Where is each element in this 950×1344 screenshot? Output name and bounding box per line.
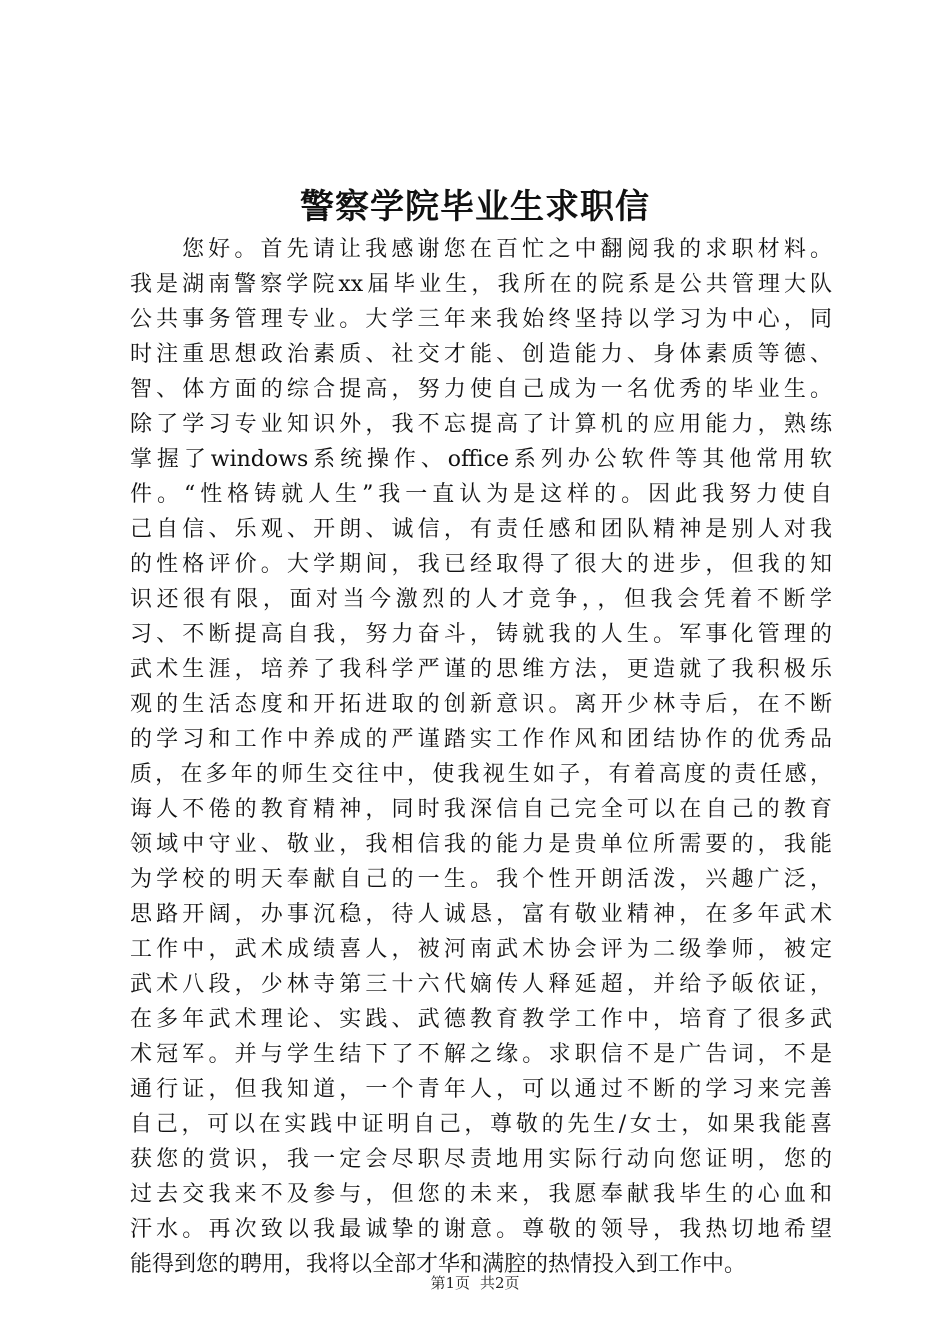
body-line: 过去交我来不及参与，但您的未来，我愿奉献我毕生的心血和 <box>130 1182 832 1207</box>
body-line: 识还很有限，面对当今激烈的人才竞争，，但我会凭着不断学 <box>130 587 832 612</box>
body-line: 除了学习专业知识外，我不忘提高了计算机的应用能力，熟练 <box>130 412 832 437</box>
body-line: 思路开阔，办事沉稳，待人诚恳，富有敬业精神，在多年武术 <box>130 902 832 927</box>
body-line: 件。“性格铸就人生”我一直认为是这样的。因此我努力使自 <box>130 482 832 507</box>
body-line: 在多年武术理论、实践、武德教育教学工作中，培育了很多武 <box>130 1007 832 1032</box>
body-line: 观的生活态度和开拓进取的创新意识。离开少林寺后，在不断 <box>130 692 832 717</box>
body-line: 的性格评价。大学期间，我已经取得了很大的进步，但我的知 <box>130 552 832 577</box>
body-line: 通行证，但我知道，一个青年人，可以通过不断的学习来完善 <box>130 1077 832 1102</box>
body-line: 您好。首先请让我感谢您在百忙之中翻阅我的求职材料。 <box>182 237 832 262</box>
body-line: 工作中，武术成绩喜人，被河南武术协会评为二级拳师，被定 <box>130 937 832 962</box>
body-line: 我是湖南警察学院xx届毕业生，我所在的院系是公共管理大队 <box>130 272 832 297</box>
page-footer <box>0 1273 950 1293</box>
document-title: 警察学院毕业生求职信 <box>300 187 650 227</box>
body-line: 汗水。再次致以我最诚挚的谢意。尊敬的领导，我热切地希望 <box>130 1217 832 1242</box>
body-line: 掌握了windows系统操作、office系列办公软件等其他常用软 <box>130 447 832 472</box>
body-line: 武术八段，少林寺第三十六代嫡传人释延超，并给予皈依证， <box>130 972 832 997</box>
body-line: 习、不断提高自我，努力奋斗，铸就我的人生。军事化管理的 <box>130 622 832 647</box>
page-total: 共2页 <box>480 1274 520 1292</box>
body-line: 智、体方面的综合提高，努力使自己成为一名优秀的毕业生。 <box>130 377 832 402</box>
body-line: 诲人不倦的教育精神，同时我深信自己完全可以在自己的教育 <box>130 797 832 822</box>
page-number: 第1页 <box>430 1274 470 1292</box>
body-line: 公共事务管理专业。大学三年来我始终坚持以学习为中心，同 <box>130 307 832 332</box>
body-line: 获您的赏识，我一定会尽职尽责地用实际行动向您证明，您的 <box>130 1147 832 1172</box>
body-line: 武术生涯，培养了我科学严谨的思维方法，更造就了我积极乐 <box>130 657 832 682</box>
body-line: 时注重思想政治素质、社交才能、创造能力、身体素质等德、 <box>130 342 832 367</box>
body-line: 自己，可以在实践中证明自己，尊敬的先生/女士，如果我能喜 <box>130 1112 832 1137</box>
letter-body <box>130 232 832 1282</box>
body-line: 质，在多年的师生交往中，使我视生如子，有着高度的责任感， <box>130 762 832 787</box>
body-line: 为学校的明天奉献自己的一生。我个性开朗活泼，兴趣广泛， <box>130 867 832 892</box>
body-line: 能得到您的聘用，我将以全部才华和满腔的热情投入到工作中。 <box>130 1252 747 1277</box>
body-line: 己自信、乐观、开朗、诚信，有责任感和团队精神是别人对我 <box>130 517 832 542</box>
body-line: 领域中守业、敬业，我相信我的能力是贵单位所需要的，我能 <box>130 832 832 857</box>
body-line: 术冠军。并与学生结下了不解之缘。求职信不是广告词，不是 <box>130 1042 832 1067</box>
body-line: 的学习和工作中养成的严谨踏实工作作风和团结协作的优秀品 <box>130 727 832 752</box>
